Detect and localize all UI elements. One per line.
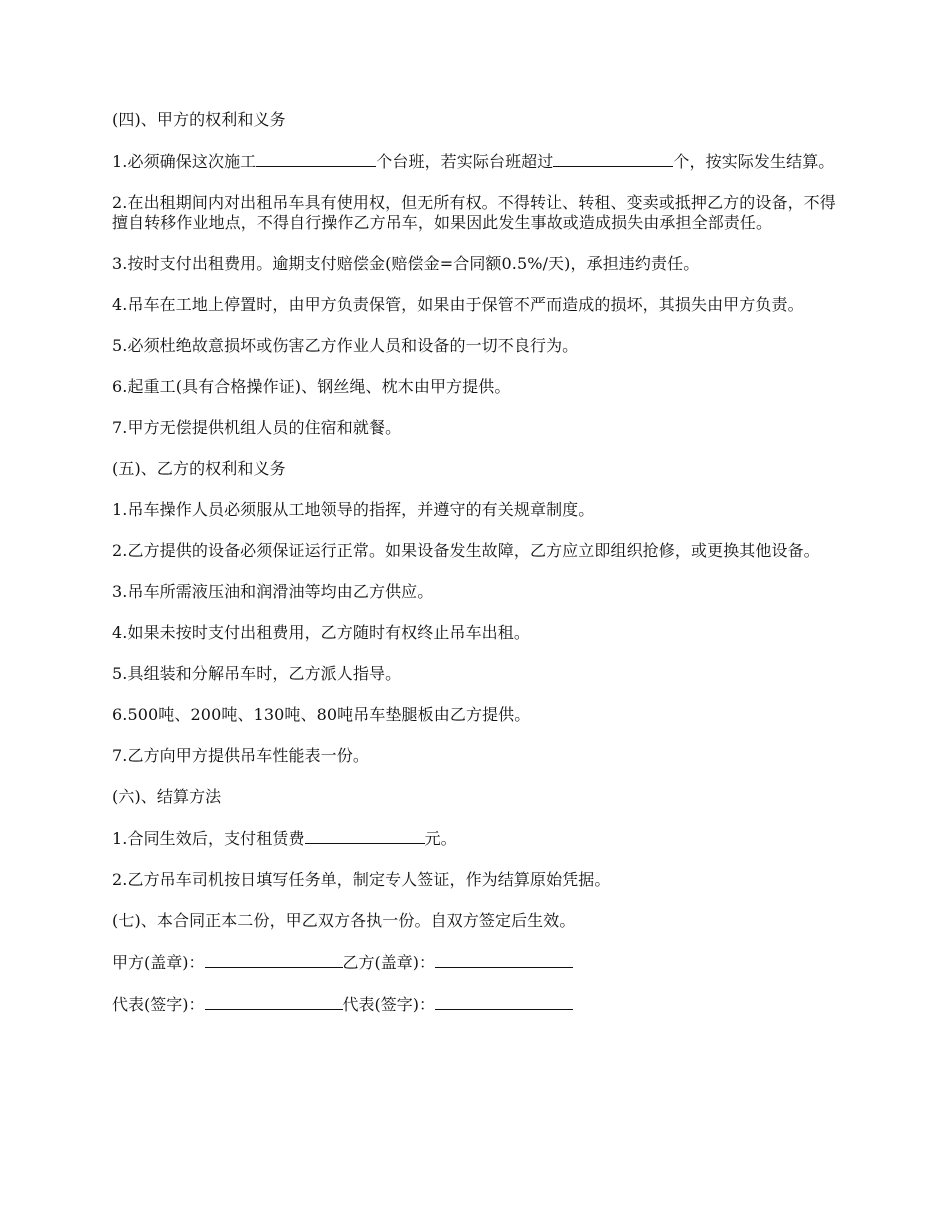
contract-page bbox=[112, 110, 842, 1036]
party-a-seal-label: 甲方(盖章)： bbox=[112, 953, 205, 972]
section4-item7: 7.甲方无偿提供机组人员的住宿和就餐。 bbox=[112, 418, 402, 437]
party-b-seal-label: 乙方(盖章)： bbox=[342, 953, 435, 972]
section5-item5: 5.具组装和分解吊车时，乙方派人指导。 bbox=[112, 664, 402, 683]
section6-heading: (六)、结算方法 bbox=[112, 787, 222, 806]
section5-heading: (五)、乙方的权利和义务 bbox=[112, 459, 286, 478]
rep-b-sign-blank[interactable] bbox=[435, 994, 573, 1010]
rep-b-sign-label: 代表(签字)： bbox=[342, 995, 435, 1014]
section4-item2: 2.在出租期间内对出租吊车具有使用权，但无所有权。不得转让、转租、变卖或抵押乙方的设备，不得擅自转移作业地点，不得自行操作乙方吊车，如果因此发生事故或造成损失由承担全部责任。 bbox=[112, 193, 836, 232]
shift-count-blank[interactable] bbox=[256, 151, 376, 167]
section4-heading: (四)、甲方的权利和义务 bbox=[112, 110, 286, 129]
section4-item1-text-a: 1.必须确保这次施工 bbox=[112, 152, 257, 171]
seal-line bbox=[112, 952, 842, 973]
section7-text: (七)、本合同正本二份，甲乙双方各执一份。自双方签定后生效。 bbox=[112, 911, 576, 930]
signature-line bbox=[112, 994, 842, 1015]
section6-item1-text-a: 1.合同生效后，支付租赁费 bbox=[112, 829, 305, 848]
section5-item7: 7.乙方向甲方提供吊车性能表一份。 bbox=[112, 746, 369, 765]
section5-item4: 4.如果未按时支付出租费用，乙方随时有权终止吊车出租。 bbox=[112, 623, 530, 642]
section5-item3: 3.吊车所需液压油和润滑油等均由乙方供应。 bbox=[112, 582, 434, 601]
section6-item1-text-b: 元。 bbox=[424, 829, 457, 848]
section4-item4: 4.吊车在工地上停置时，由甲方负责保管，如果由于保管不严而造成的损坏，其损失由甲方负责。 bbox=[112, 295, 804, 314]
section4-item5: 5.必须杜绝故意损坏或伤害乙方作业人员和设备的一切不良行为。 bbox=[112, 336, 579, 355]
rental-fee-blank[interactable] bbox=[305, 828, 425, 844]
section6-item2: 2.乙方吊车司机按日填写任务单，制定专人签证，作为结算原始凭据。 bbox=[112, 870, 611, 889]
party-b-seal-blank[interactable] bbox=[435, 952, 573, 968]
section4-item3: 3.按时支付出租费用。逾期支付赔偿金(赔偿金=合同额0.5%/天)，承担违约责任。 bbox=[112, 254, 700, 273]
section4-item1-text-b: 个台班，若实际台班超过 bbox=[376, 152, 554, 171]
rep-a-sign-label: 代表(签字)： bbox=[112, 995, 205, 1014]
section6-item1 bbox=[112, 828, 842, 849]
section4-item1-text-c: 个，按实际发生结算。 bbox=[673, 152, 835, 171]
section4-item1 bbox=[112, 151, 842, 172]
rep-a-sign-blank[interactable] bbox=[205, 994, 343, 1010]
party-a-seal-blank[interactable] bbox=[205, 952, 343, 968]
section5-item2: 2.乙方提供的设备必须保证运行正常。如果设备发生故障，乙方应立即组织抢修，或更换其他设备。 bbox=[112, 541, 820, 560]
section5-item1: 1.吊车操作人员必须服从工地领导的指挥，并遵守的有关规章制度。 bbox=[112, 500, 595, 519]
section4-item6: 6.起重工(具有合格操作证)、钢丝绳、枕木由甲方提供。 bbox=[112, 377, 511, 396]
exceed-shift-blank[interactable] bbox=[553, 151, 673, 167]
section5-item6: 6.500吨、200吨、130吨、80吨吊车垫腿板由乙方提供。 bbox=[112, 705, 531, 724]
